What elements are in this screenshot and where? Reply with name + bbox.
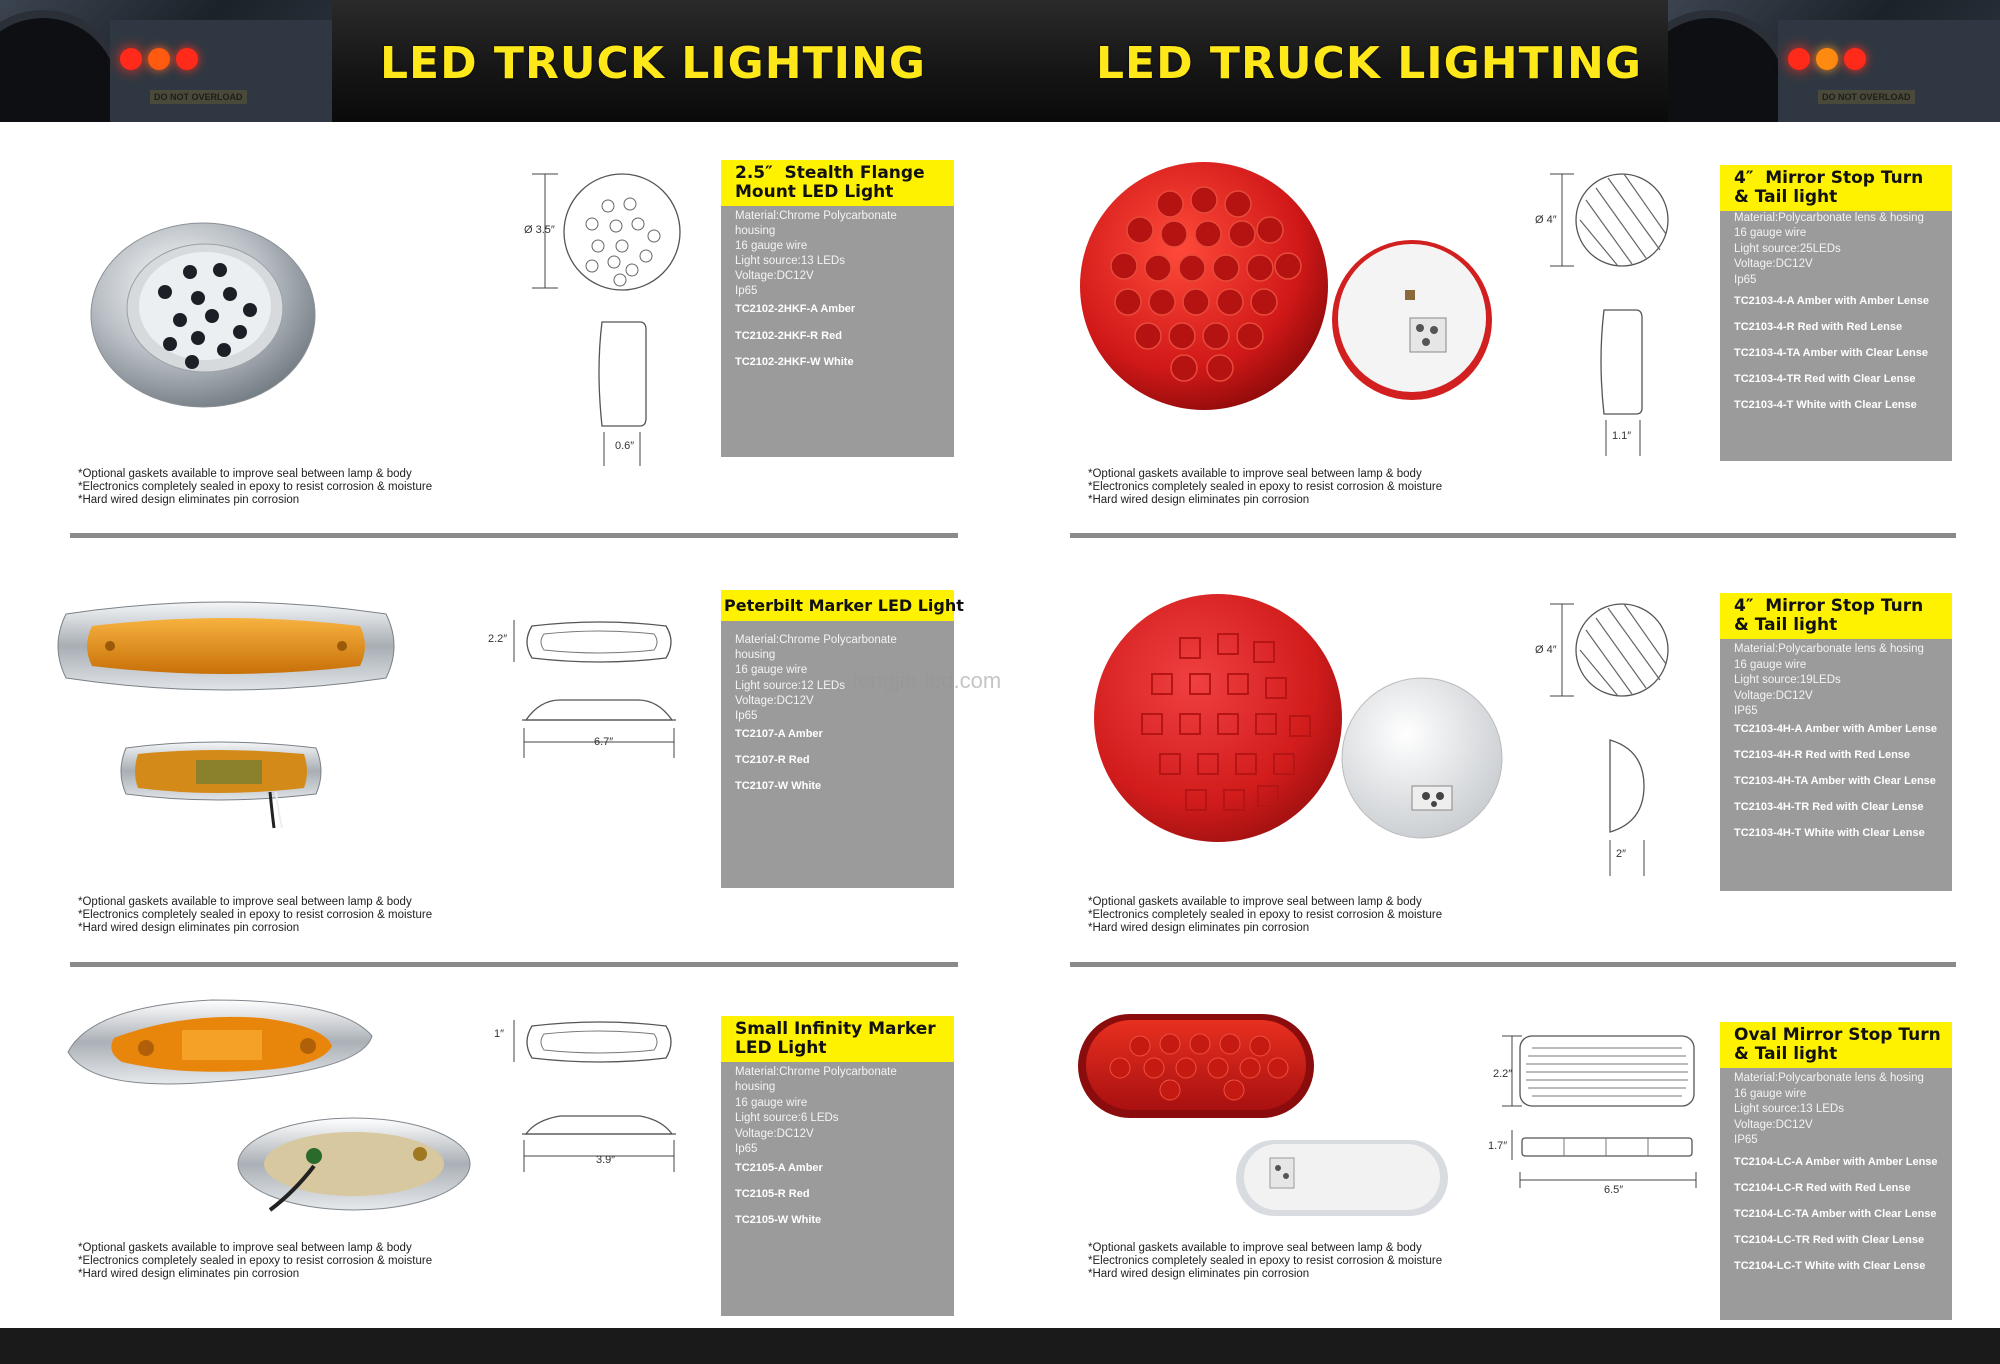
note-line: *Optional gaskets available to improve seal between lamp & body [78,468,412,480]
spec-line: housing [735,1081,776,1093]
dimension-label: 1″ [494,1028,505,1040]
spec-line: Ip65 [735,285,758,297]
banner-title-right: LED TRUCK LIGHTING [1096,38,1642,89]
model-entry: TC2103-4H-T White with Clear Lense [1734,827,1925,839]
product-title: Small Infinity Marker LED Light [721,1016,954,1062]
spec-line: Voltage:DC12V [735,1128,814,1140]
product-notes [78,1242,432,1281]
spec-line: Light source:6 LEDs [735,1112,839,1124]
model-entry: TC2107-W White [735,780,822,792]
spec-line: 16 gauge wire [1734,227,1807,239]
model-entry: TC2103-4-TR Red with Clear Lense [1734,373,1916,385]
banner-title-left: LED TRUCK LIGHTING [380,38,926,89]
spec-line: housing [735,225,776,237]
note-line: *Electronics completely sealed in epoxy to resist corrosion & moisture [78,909,433,921]
model-entry: TC2103-4-TA Amber with Clear Lense [1734,347,1928,359]
dimension-label: 2″ [1616,848,1627,860]
spec-line: Ip65 [735,710,758,722]
watermark-text: tengjie-led.com [852,668,1002,693]
model-entry: TC2104-LC-T White with Clear Lense [1734,1260,1926,1272]
model-entry: TC2105-A Amber [735,1162,823,1174]
spec-line: Material:Polycarbonate lens & hosing [1734,643,1924,655]
model-entry: TC2102-2HKF-W White [735,356,854,368]
dimension-label: 6.5″ [1604,1184,1624,1196]
spec-line: Material:Chrome Polycarbonate [735,1066,897,1078]
spec-line: Voltage:DC12V [735,270,814,282]
model-entry: TC2103-4-A Amber with Amber Lense [1734,295,1929,307]
dimension-label: Ø 4″ [1535,644,1557,656]
note-line: *Optional gaskets available to improve seal between lamp & body [1088,468,1422,480]
spec-line: housing [735,649,776,661]
product-notes [1088,1242,1442,1281]
product-title: 4″ Mirror Stop Turn & Tail light [1720,593,1952,639]
spec-line: Material:Polycarbonate lens & hosing [1734,212,1924,224]
spec-panel [721,1016,954,1316]
model-entry: TC2103-4-T White with Clear Lense [1734,399,1917,411]
stop-turn-19led-drawing [1540,600,1680,890]
model-entry: TC2105-W White [735,1214,822,1226]
note-line: *Hard wired design eliminates pin corrosion [1088,494,1310,506]
dimension-label: Ø 3.5″ [524,224,555,236]
spec-panel [721,590,964,888]
dimension-label: 2.2″ [1493,1068,1513,1080]
dimension-label: 2.2″ [488,633,508,645]
spec-line: IP65 [1734,705,1758,717]
note-line: *Hard wired design eliminates pin corrosion [1088,922,1310,934]
spec-line: 16 gauge wire [735,664,808,676]
model-entry: TC2104-LC-TR Red with Clear Lense [1734,1234,1925,1246]
model-entry: TC2105-R Red [735,1188,810,1200]
model-entry: TC2103-4H-A Amber with Amber Lense [1734,723,1937,735]
note-line: *Electronics completely sealed in epoxy to resist corrosion & moisture [1088,1255,1443,1267]
oval-stop-turn-photo [1074,1010,1454,1220]
spec-line: Material:Chrome Polycarbonate [735,210,897,222]
note-line: *Optional gaskets available to improve seal between lamp & body [78,1242,412,1254]
product-notes [1088,896,1442,935]
dimension-label: 3.9″ [596,1154,616,1166]
spec-line: Light source:13 LEDs [735,255,845,267]
note-line: *Hard wired design eliminates pin corrosion [78,494,300,506]
truck-plate: DO NOT OVERLOAD [1818,90,1915,104]
product-title: 4″ Mirror Stop Turn & Tail light [1720,165,1952,211]
section-divider [1070,533,1956,538]
spec-line: Light source:19LEDs [1734,674,1841,686]
note-line: *Electronics completely sealed in epoxy to resist corrosion & moisture [1088,909,1443,921]
note-line: *Hard wired design eliminates pin corrosion [1088,1268,1310,1280]
spec-line: Material:Chrome Polycarbonate [735,634,897,646]
model-entry: TC2107-R Red [735,754,810,766]
product-notes [78,896,432,935]
peterbilt-marker-photo [46,596,406,836]
small-infinity-marker-drawing [510,1016,690,1176]
spec-panel [1720,593,1952,891]
product-title: 2.5″ Stealth Flange Mount LED Light [721,160,954,206]
section-divider [1070,962,1956,967]
model-entry: TC2103-4H-TR Red with Clear Lense [1734,801,1924,813]
spec-line: Light source:12 LEDs [735,680,845,692]
product-notes [78,468,432,507]
section-divider [70,962,958,967]
spec-line: Voltage:DC12V [1734,690,1813,702]
header-banner-left [0,0,1004,122]
product-title: Oval Mirror Stop Turn & Tail light [1720,1022,1952,1068]
spec-line: 16 gauge wire [1734,1088,1807,1100]
product-notes [1088,468,1442,507]
spec-line: Voltage:DC12V [735,695,814,707]
model-entry: TC2102-2HKF-A Amber [735,303,856,315]
model-entry: TC2102-2HKF-R Red [735,330,842,342]
spec-line: 16 gauge wire [735,240,808,252]
note-line: *Electronics completely sealed in epoxy to resist corrosion & moisture [78,1255,433,1267]
spec-line: IP65 [1734,1134,1758,1146]
spec-line: Voltage:DC12V [1734,1119,1813,1131]
spec-line: Ip65 [1734,274,1757,286]
footer-bar [0,1328,2000,1364]
model-entry: TC2104-LC-R Red with Red Lense [1734,1182,1911,1194]
spec-line: 16 gauge wire [1734,659,1807,671]
product-title: Peterbilt Marker LED Light [721,590,954,621]
spec-line: 16 gauge wire [735,1097,808,1109]
stealth-flange-light-photo [90,220,320,410]
header-banner-right [1004,0,2000,122]
stealth-flange-drawing [528,170,688,470]
model-entry: TC2104-LC-TA Amber with Clear Lense [1734,1208,1937,1220]
note-line: *Electronics completely sealed in epoxy to resist corrosion & moisture [78,481,433,493]
truck-plate: DO NOT OVERLOAD [150,90,247,104]
truck-photo-right [1668,0,2000,122]
note-line: *Optional gaskets available to improve seal between lamp & body [1088,1242,1422,1254]
spec-panel [1720,1022,1952,1320]
note-line: *Electronics completely sealed in epoxy to resist corrosion & moisture [1088,481,1443,493]
model-entry: TC2104-LC-A Amber with Amber Lense [1734,1156,1938,1168]
small-infinity-marker-photo [62,996,482,1216]
dimension-label: 1.7″ [1488,1140,1508,1152]
spec-line: Material:Polycarbonate lens & hosing [1734,1072,1924,1084]
oval-stop-turn-drawing [1490,1026,1710,1206]
dimension-label: 6.7″ [594,736,614,748]
note-line: *Optional gaskets available to improve seal between lamp & body [1088,896,1422,908]
truck-photo-left [0,0,332,122]
spec-line: Ip65 [735,1143,758,1155]
model-entry: TC2103-4H-R Red with Red Lense [1734,749,1911,761]
dimension-label: 0.6″ [615,440,635,452]
spec-line: Light source:25LEDs [1734,243,1841,255]
stop-turn-19led-photo [1094,590,1514,850]
stop-turn-light-photo [1080,160,1510,420]
spec-line: Light source:13 LEDs [1734,1103,1844,1115]
spec-panel [1720,165,1952,461]
model-entry: TC2103-4-R Red with Red Lense [1734,321,1903,333]
model-entry: TC2107-A Amber [735,728,823,740]
section-divider [70,533,958,538]
spec-line: Voltage:DC12V [1734,258,1813,270]
note-line: *Hard wired design eliminates pin corrosion [78,1268,300,1280]
dimension-label: 1.1″ [1612,430,1632,442]
stop-turn-drawing [1540,170,1680,460]
note-line: *Optional gaskets available to improve seal between lamp & body [78,896,412,908]
model-entry: TC2103-4H-TA Amber with Clear Lense [1734,775,1936,787]
spec-panel [721,160,954,457]
note-line: *Hard wired design eliminates pin corrosion [78,922,300,934]
dimension-label: Ø 4″ [1535,214,1557,226]
